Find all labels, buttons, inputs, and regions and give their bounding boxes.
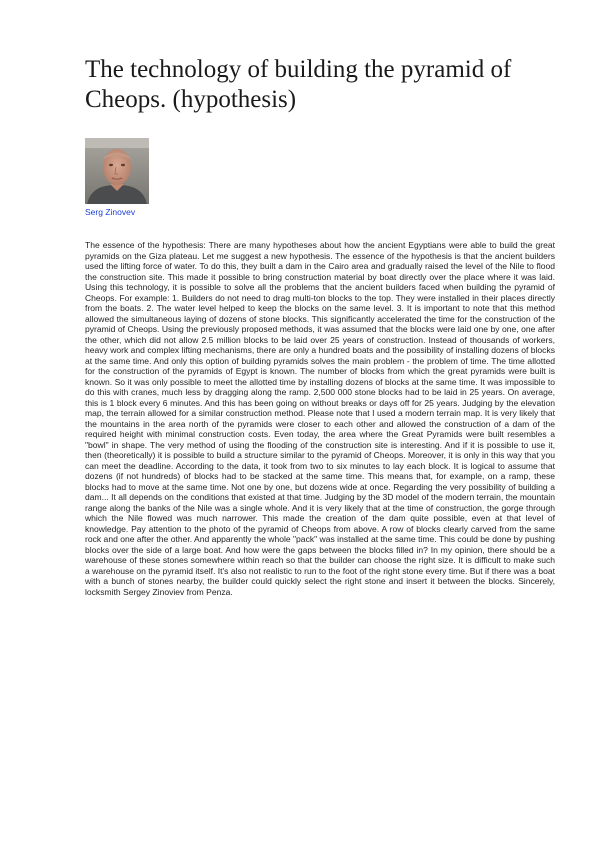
- author-portrait-icon: [85, 138, 149, 204]
- article-body: The essence of the hypothesis: There are many hypotheses about how the ancient Egyptians were able to build the great pyramids on the Giza plateau. Let me suggest a new hypothesis. The essence of the hypothesis is that the ancient builders used the lifting force of water. To do this, they built a dam in the Cairo area and gradually raised the level of the Nile to flood the construction site. This made it possible to bring construction material by boat directly over the place where it was laid. Using this technology, it is possible to solve all the problems that the ancient builders faced when building the pyramid of Cheops. For example: 1. Builders do not need to drag multi-ton blocks to the top. They were installed in their places directly from the boats. 2. The water level helped to keep the blocks on the same level. 3. It is important to note that this method allowed the simultaneous laying of dozens of stone blocks. This significantly accelerated the time for the construction of the pyramid of Cheops. Using the previously proposed methods, it was assumed that the blocks were laid one by one, one after the other, which did not allow 2.5 million blocks to be laid over 25 years of construction. Instead of thousands of workers, heavy work and complex lifting mechanisms, there are only a hundred boats and the possibility of installing dozens of blocks at the same time. And only this option of building pyramids solves the main problem - the problem of time. The time allotted for the construction of the pyramids of Egypt is known. The number of blocks from which the great pyramids were built is known. So it was only possible to meet the allotted time by installing dozens of blocks at the same time. It was impossible to do this with cranes, much less by dragging along the ramp. 2,500 000 stone blocks had to be laid in 25 years. On average, this is 1 block every 6 minutes. And this has been going on without breaks or days off for 25 years. Judging by the elevation map, the terrain allowed for a similar construction method. Please note that I used a modern terrain map. It is very likely that the mountains in the area north of the pyramids were closer to each other and allowed the construction of a dam of the required height with minimal construction costs. Even today, the area where the Great Pyramids were built resembles a "bowl" in shape. The very method of using the flooding of the construction site is interesting. And if it is possible to use it, then (theoretically) it is possible to build a structure similar to the pyramid of Cheops. Moreover, it is only in this way that you can meet the deadline. According to the data, it took from two to six minutes to lay each block. It is logical to assume that dozens (if not hundreds) of blocks had to be stacked at the same time. This means that, for example, on a ramp, these blocks had to move at the same time. Not one by one, but dozens wide at once. Regarding the very possibility of building a dam... It all depends on the conditions that existed at that time. Judging by the 3D model of the modern terrain, the mountain range along the banks of the Nile was a single whole. And it is very likely that at the time of construction, the gorge through which the Nile flowed was much narrower. This made the creation of the dam quite possible, even at that level of knowledge. Pay attention to the photo of the pyramid of Cheops from above. A row of blocks clearly carved from the same rock and one after the other. And apparently the whole "pack" was installed at the same time. This could be done by pushing blocks over the side of a large boat. And how were the gaps between the blocks filled in? In my opinion, there should be a warehouse of these stones somewhere within reach so that the builder can choose the right size. It is difficult to make such a warehouse on the pyramid itself. It's also not realistic to run to the foot of the right stone every time. But if there was a boat with a bunch of stones nearby, the builder could quickly select the right stone and insert it between the blocks. Sincerely, locksmith Sergey Zinoviev from Penza.: [85, 240, 555, 597]
- page-title: The technology of building the pyramid of Cheops. (hypothesis): [85, 56, 512, 113]
- author-name-link[interactable]: Serg Zinovev: [85, 207, 136, 217]
